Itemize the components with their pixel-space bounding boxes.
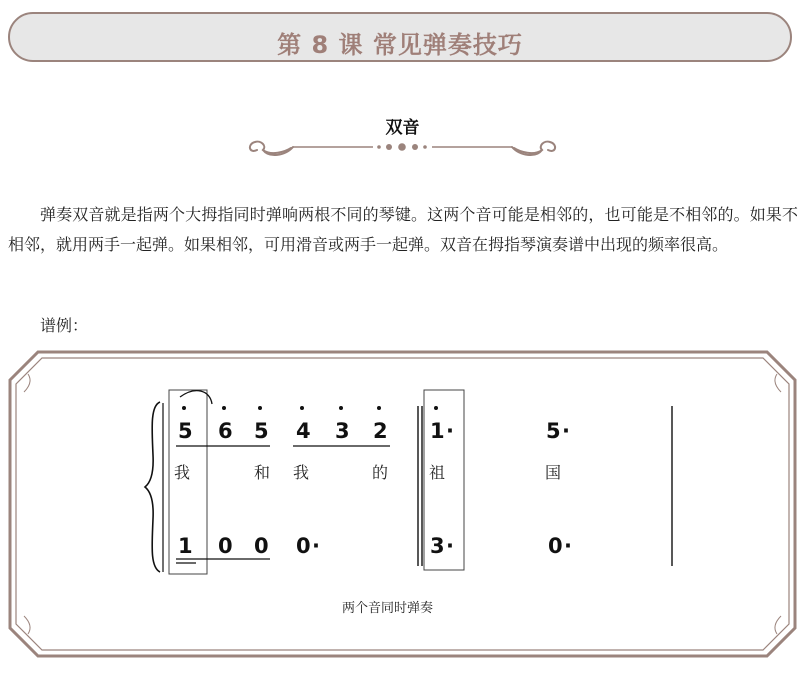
lesson-banner (8, 12, 792, 62)
note-top-6: 2 (373, 419, 388, 443)
lesson-title: 第 8 课 常见弹奏技巧 (277, 31, 523, 59)
note-top-8: 5 (546, 419, 561, 443)
lyric-5: 祖 (429, 463, 446, 482)
note-top-3: 5 (254, 419, 269, 443)
note-bottom-5: 3 (430, 534, 445, 558)
score-example-frame (0, 345, 805, 665)
note-bottom-3: 0 (254, 534, 269, 558)
lyric-6: 国 (545, 463, 562, 482)
duration-dot: · (446, 419, 454, 443)
lyric-1: 我 (174, 463, 191, 482)
flourish-ornament-icon (245, 136, 560, 162)
section-title: 双音 (385, 118, 420, 138)
note-top-5: 3 (335, 419, 350, 443)
lyric-2: 和 (254, 463, 271, 482)
example-label: 谱例： (40, 316, 89, 335)
duration-dot: · (564, 534, 572, 558)
note-bottom-1: 1 (178, 534, 193, 558)
duration-dot: · (562, 419, 570, 443)
note-top-4: 4 (296, 419, 311, 443)
note-bottom-4: 0 (296, 534, 311, 558)
lyric-4: 的 (372, 463, 389, 482)
lyric-3: 我 (293, 463, 310, 482)
system-brace (145, 402, 160, 572)
score-caption: 两个音同时弹奏 (342, 601, 434, 616)
body-paragraph: 弹奏双音就是指两个大拇指同时弹响两根不同的琴键。这两个音可能是相邻的，也可能是不相邻的。如果不相邻，就用两手一起弹。如果相邻，可用滑音或两手一起弹。双音在拇指琴演奏谱中出现的频率很高。 (8, 205, 798, 254)
note-top-1: 5 (178, 419, 193, 443)
duration-dot: · (446, 534, 454, 558)
octave-dots (182, 406, 438, 410)
note-bottom-2: 0 (218, 534, 233, 558)
duration-dot: · (312, 534, 320, 558)
note-top-7: 1 (430, 419, 445, 443)
note-bottom-6: 0 (548, 534, 563, 558)
note-top-2: 6 (218, 419, 233, 443)
